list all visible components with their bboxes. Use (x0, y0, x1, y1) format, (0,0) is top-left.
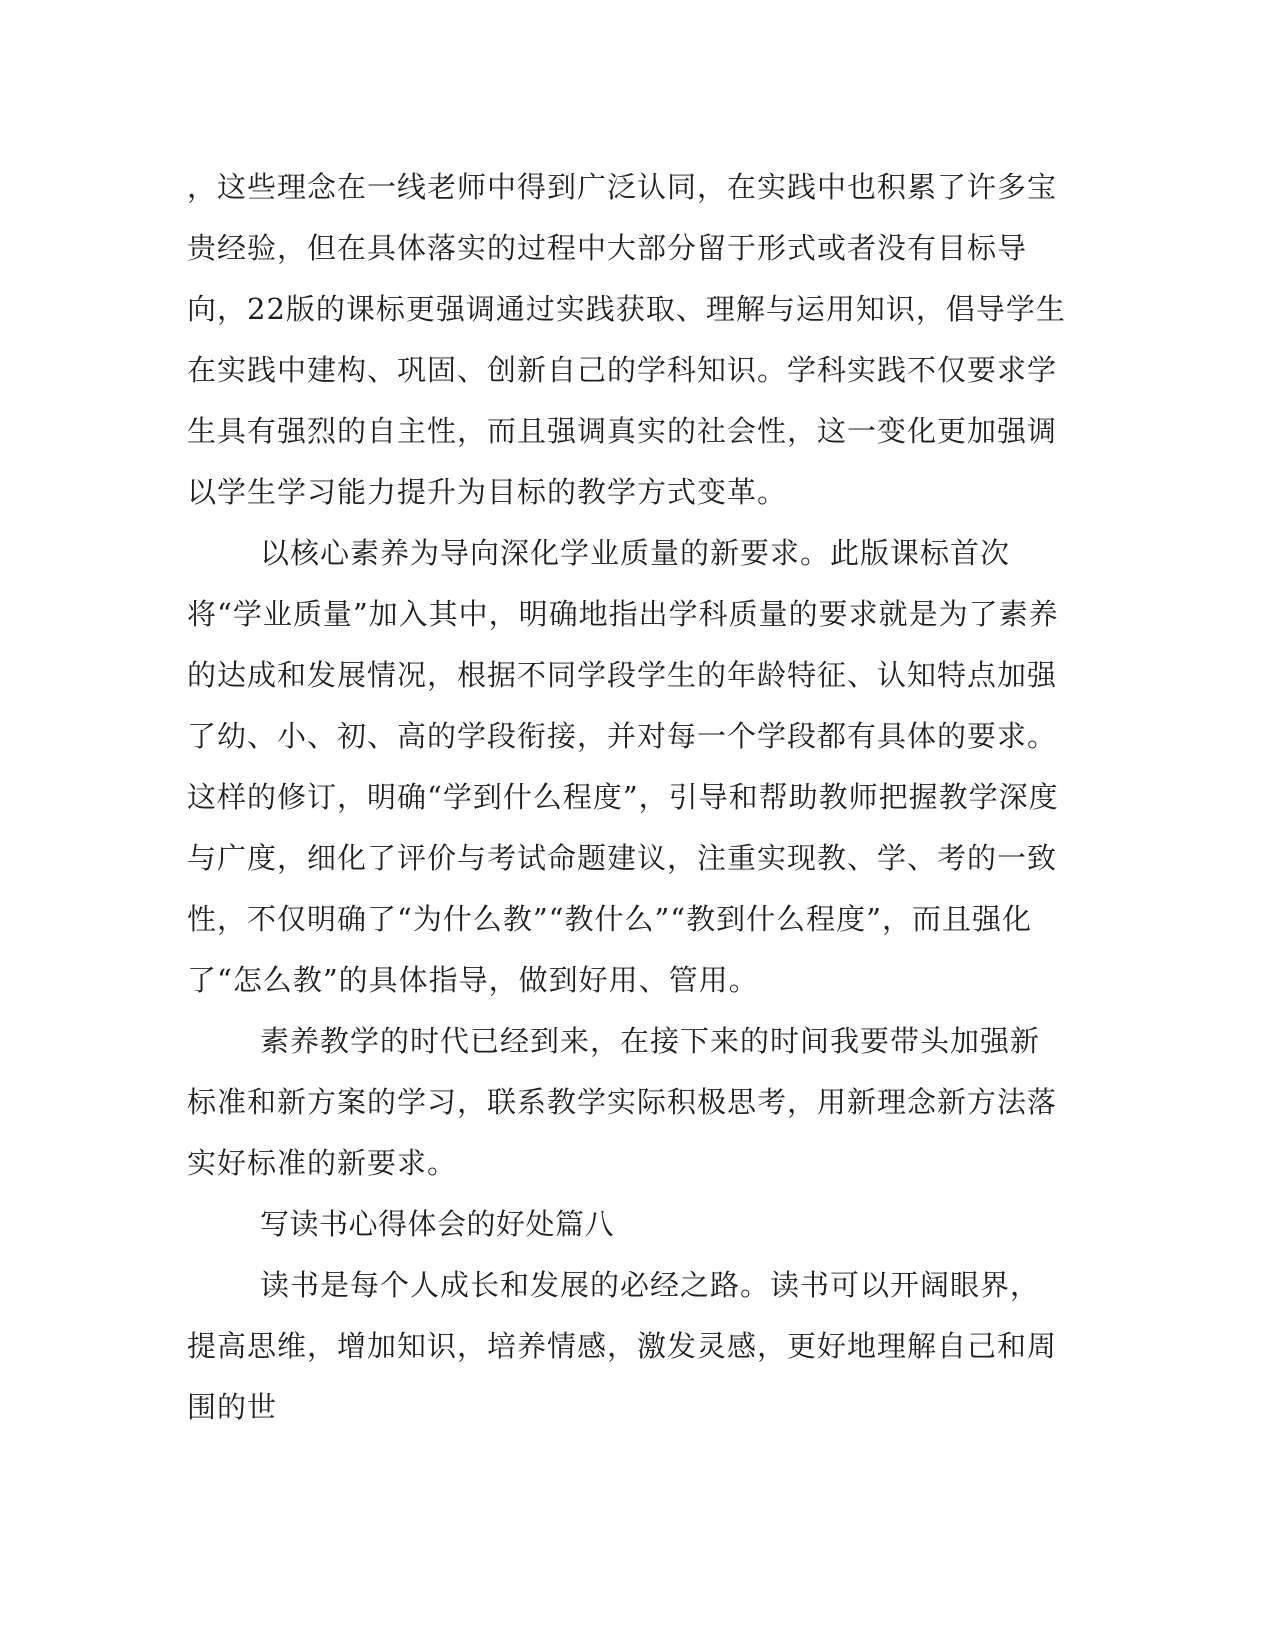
paragraph-continuation: ，这些理念在一线老师中得到广泛认同，在实践中也积累了许多宝贵经验，但在具体落实的过程中大部分留于形式或者没有目标导向，22版的课标更强调通过实践获取、理解与运用知识，倡导学生在实践中建构、巩固、创新自己的学科知识。学科实践不仅要求学生具有强烈的自主性，而且强调真实的社会性，这一变化更加强调以学生学习能力提升为目标的教学方式变革。 (187, 170, 1066, 509)
section-heading: 写读书心得体会的好处篇八 (260, 1207, 615, 1241)
paragraph-literacy-teaching: 素养教学的时代已经到来，在接下来的时间我要带头加强新标准和新方案的学习，联系教学实际积极思考，用新理念新方法落实好标准的新要求。 (187, 1024, 1058, 1180)
paragraph-academic-quality: 以核心素养为导向深化学业质量的新要求。此版课标首次将“学业质量”加入其中，明确地指出学科质量的要求就是为了素养的达成和发展情况，根据不同学段学生的年龄特征、认知特点加强了幼、小、初、高的学段衔接，并对每一个学段都有具体的要求。这样的修订，明确“学到什么程度”，引导和帮助教师把握教学深度与广度，细化了评价与考试命题建议，注重实现教、学、考的一致性，不仅明确了“为什么教”“教什么”“教到什么程度”，而且强化了“怎么教”的具体指导，做到好用、管用。 (187, 536, 1059, 997)
paragraph-reading-benefits: 读书是每个人成长和发展的必经之路。读书可以开阔眼界，提高思维，增加知识，培养情感，激发灵感，更好地理解自己和周围的世 (187, 1268, 1058, 1424)
document-body (187, 157, 1067, 1438)
